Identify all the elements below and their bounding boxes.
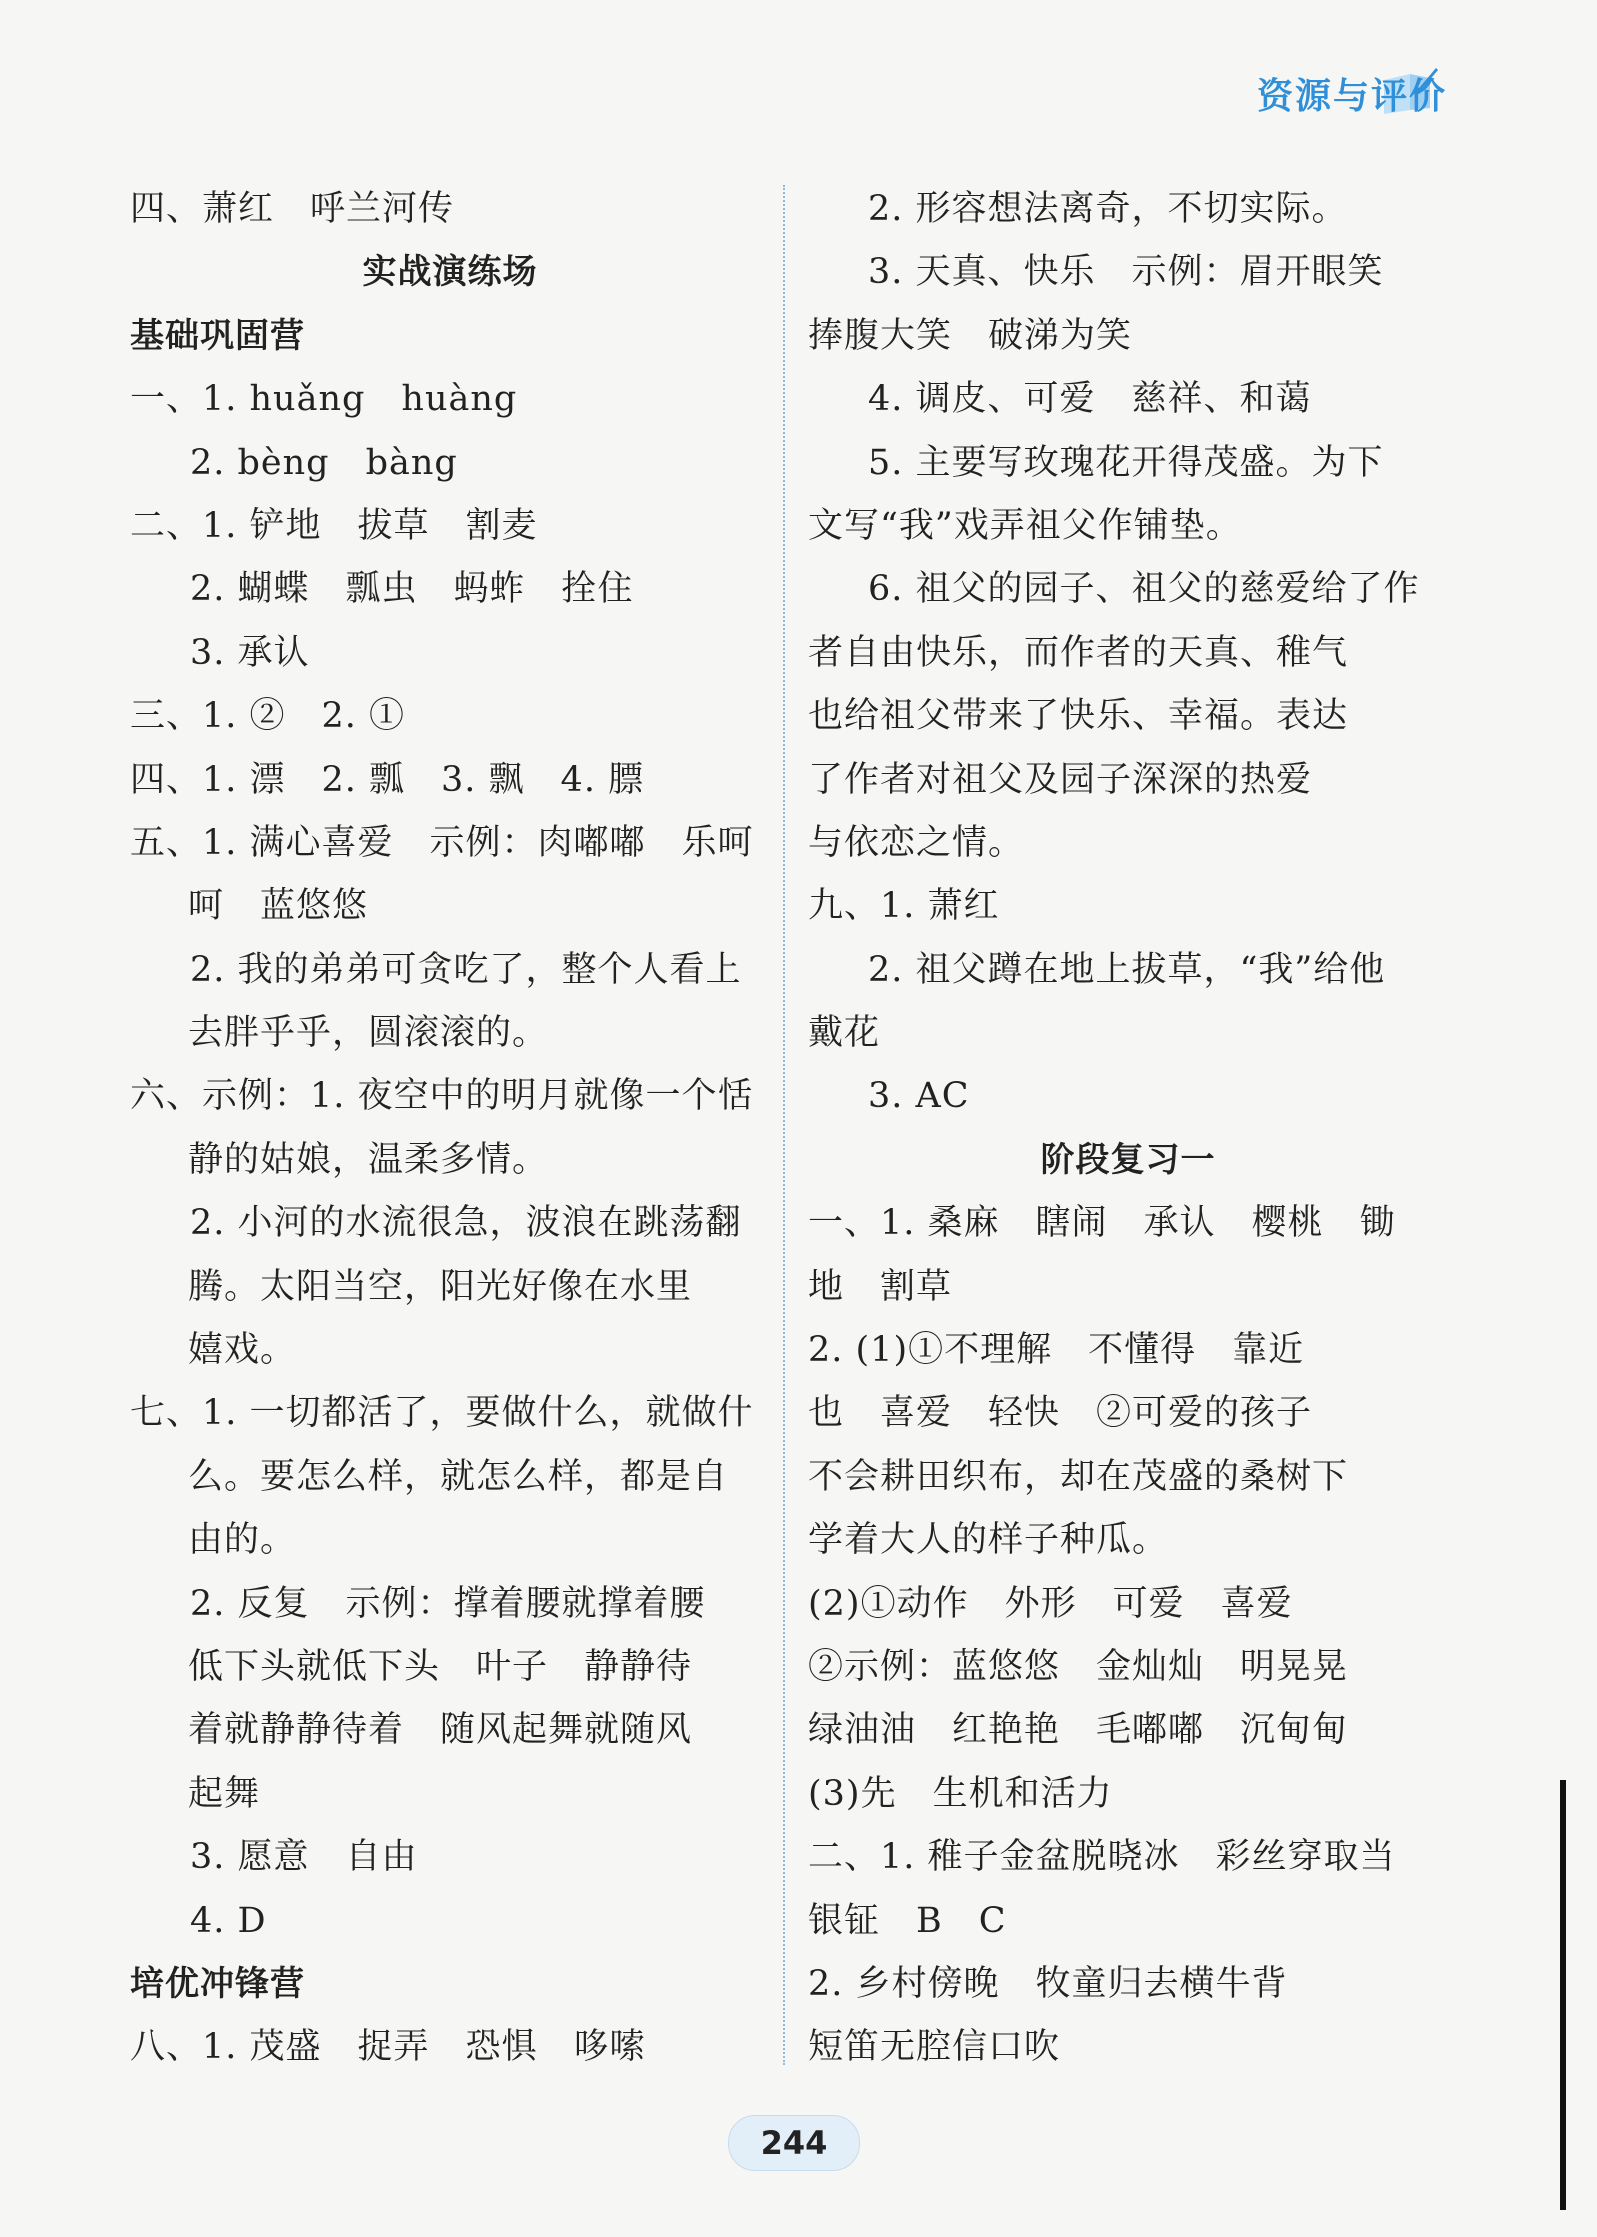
right-text-line: 6. 祖父的园子、祖父的慈爱给了作 — [868, 569, 1420, 610]
left-text-line: 四、萧红 呼兰河传 — [130, 189, 455, 229]
left-text-line: 3. 愿意 自由 — [190, 1837, 418, 1878]
left-text-line: 四、1. 漂 2. 瓢 3. 飘 4. 膘 — [130, 759, 645, 800]
left-text-line: 呵 蓝悠悠 — [188, 886, 369, 927]
header-title: 资源与评价 — [1256, 76, 1447, 117]
right-text-line: 4. 调皮、可爱 慈祥、和蔼 — [868, 379, 1312, 420]
right-text-line: 5. 主要写玫瑰花开得茂盛。为下 — [868, 442, 1384, 483]
left-text-line: 二、1. 铲地 拔草 割麦 — [130, 505, 538, 546]
left-text-line: 静的姑娘，温柔多情。 — [188, 1139, 549, 1180]
page-number: 244 — [728, 2115, 860, 2171]
right-text-line: 3. 天真、快乐 示例：眉开眼笑 — [868, 252, 1384, 293]
left-text-line: 2. 小河的水流很急，波浪在跳荡翻 — [190, 1203, 742, 1244]
right-text-line: 阶段复习一 — [1040, 1139, 1216, 1180]
right-text-line: 戴花 — [808, 1013, 881, 1054]
right-text-line: 二、1. 稚子金盆脱晓冰 彩丝穿取当 — [808, 1837, 1396, 1878]
right-text-line: 学着大人的样子种瓜。 — [808, 1520, 1169, 1561]
right-text-line: 2. 祖父蹲在地上拔草，“我”给他 — [868, 949, 1386, 990]
column-divider — [783, 185, 785, 2065]
left-text-line: 基础巩固营 — [130, 315, 305, 356]
left-text-line: 七、1. 一切都活了，要做什么，就做什 — [130, 1393, 754, 1434]
right-text-line: 银钲 B C — [808, 1900, 1007, 1941]
right-text-line: 也给祖父带来了快乐、幸福。表达 — [808, 696, 1349, 737]
right-text-line: 了作者对祖父及园子深深的热爱 — [808, 759, 1313, 800]
left-text-line: 2. 我的弟弟可贪吃了，整个人看上 — [190, 949, 742, 990]
right-text-line: (2)①动作 外形 可爱 喜爱 — [808, 1583, 1293, 1624]
right-text-line: 捧腹大笑 破涕为笑 — [808, 315, 1133, 356]
left-text-line: 2. 反复 示例：撑着腰就撑着腰 — [190, 1583, 706, 1624]
left-text-line: 3. 承认 — [190, 632, 310, 673]
right-text-line: 地 割草 — [808, 1266, 953, 1307]
left-text-line: 着就静静待着 随风起舞就随风 — [188, 1710, 693, 1751]
left-column — [130, 178, 770, 2080]
left-text-line: 一、1. huǎng huàng — [130, 379, 518, 420]
left-text-line: 由的。 — [188, 1520, 297, 1561]
left-text-line: 三、1. ② 2. ① — [130, 696, 406, 737]
right-text-line: 者自由快乐，而作者的天真、稚气 — [808, 632, 1349, 673]
right-text-line: 也 喜爱 轻快 ②可爱的孩子 — [808, 1393, 1313, 1434]
left-text-line: 4. D — [190, 1900, 267, 1941]
left-text-line: 培优冲锋营 — [130, 1963, 305, 2004]
right-text-line: (3)先 生机和活力 — [808, 1773, 1113, 1814]
left-text-line: 起舞 — [188, 1773, 261, 1814]
left-text-line: 腾。太阳当空，阳光好像在水里 — [188, 1266, 693, 1307]
right-text-line: ②示例：蓝悠悠 金灿灿 明晃晃 — [808, 1646, 1349, 1687]
right-text-line: 绿油油 红艳艳 毛嘟嘟 沉甸甸 — [808, 1710, 1349, 1751]
right-column — [808, 178, 1448, 2080]
right-text-line: 与依恋之情。 — [808, 822, 1025, 863]
page-edge — [1560, 1780, 1566, 2210]
right-text-line: 2. (1)①不理解 不懂得 靠近 — [808, 1330, 1305, 1371]
right-text-line: 文写“我”戏弄祖父作铺垫。 — [808, 505, 1242, 546]
left-text-line: 低下头就低下头 叶子 静静待 — [188, 1646, 693, 1687]
left-text-line: 实战演练场 — [362, 252, 538, 293]
left-text-line: 五、1. 满心喜爱 示例：肉嘟嘟 乐呵 — [130, 822, 754, 863]
right-text-line: 一、1. 桑麻 瞎闹 承认 樱桃 锄 — [808, 1203, 1396, 1244]
left-text-line: 八、1. 茂盛 捉弄 恐惧 哆嗦 — [130, 2027, 646, 2068]
right-text-line: 3. AC — [868, 1076, 970, 1117]
right-text-line: 短笛无腔信口吹 — [808, 2027, 1061, 2068]
right-text-line: 九、1. 萧红 — [808, 886, 1000, 927]
left-text-line: 2. bèng bàng — [190, 442, 458, 483]
right-text-line: 2. 乡村傍晚 牧童归去横牛背 — [808, 1963, 1288, 2004]
left-text-line: 去胖乎乎，圆滚滚的。 — [188, 1013, 549, 1054]
left-text-line: 六、示例：1. 夜空中的明月就像一个恬 — [130, 1076, 754, 1117]
left-text-line: 么。要怎么样，就怎么样，都是自 — [188, 1456, 729, 1497]
left-text-line: 嬉戏。 — [188, 1330, 297, 1371]
left-text-line: 2. 蝴蝶 瓢虫 蚂蚱 拴住 — [190, 569, 634, 610]
right-text-line: 2. 形容想法离奇，不切实际。 — [868, 189, 1348, 229]
right-text-line: 不会耕田织布，却在茂盛的桑树下 — [808, 1456, 1349, 1497]
